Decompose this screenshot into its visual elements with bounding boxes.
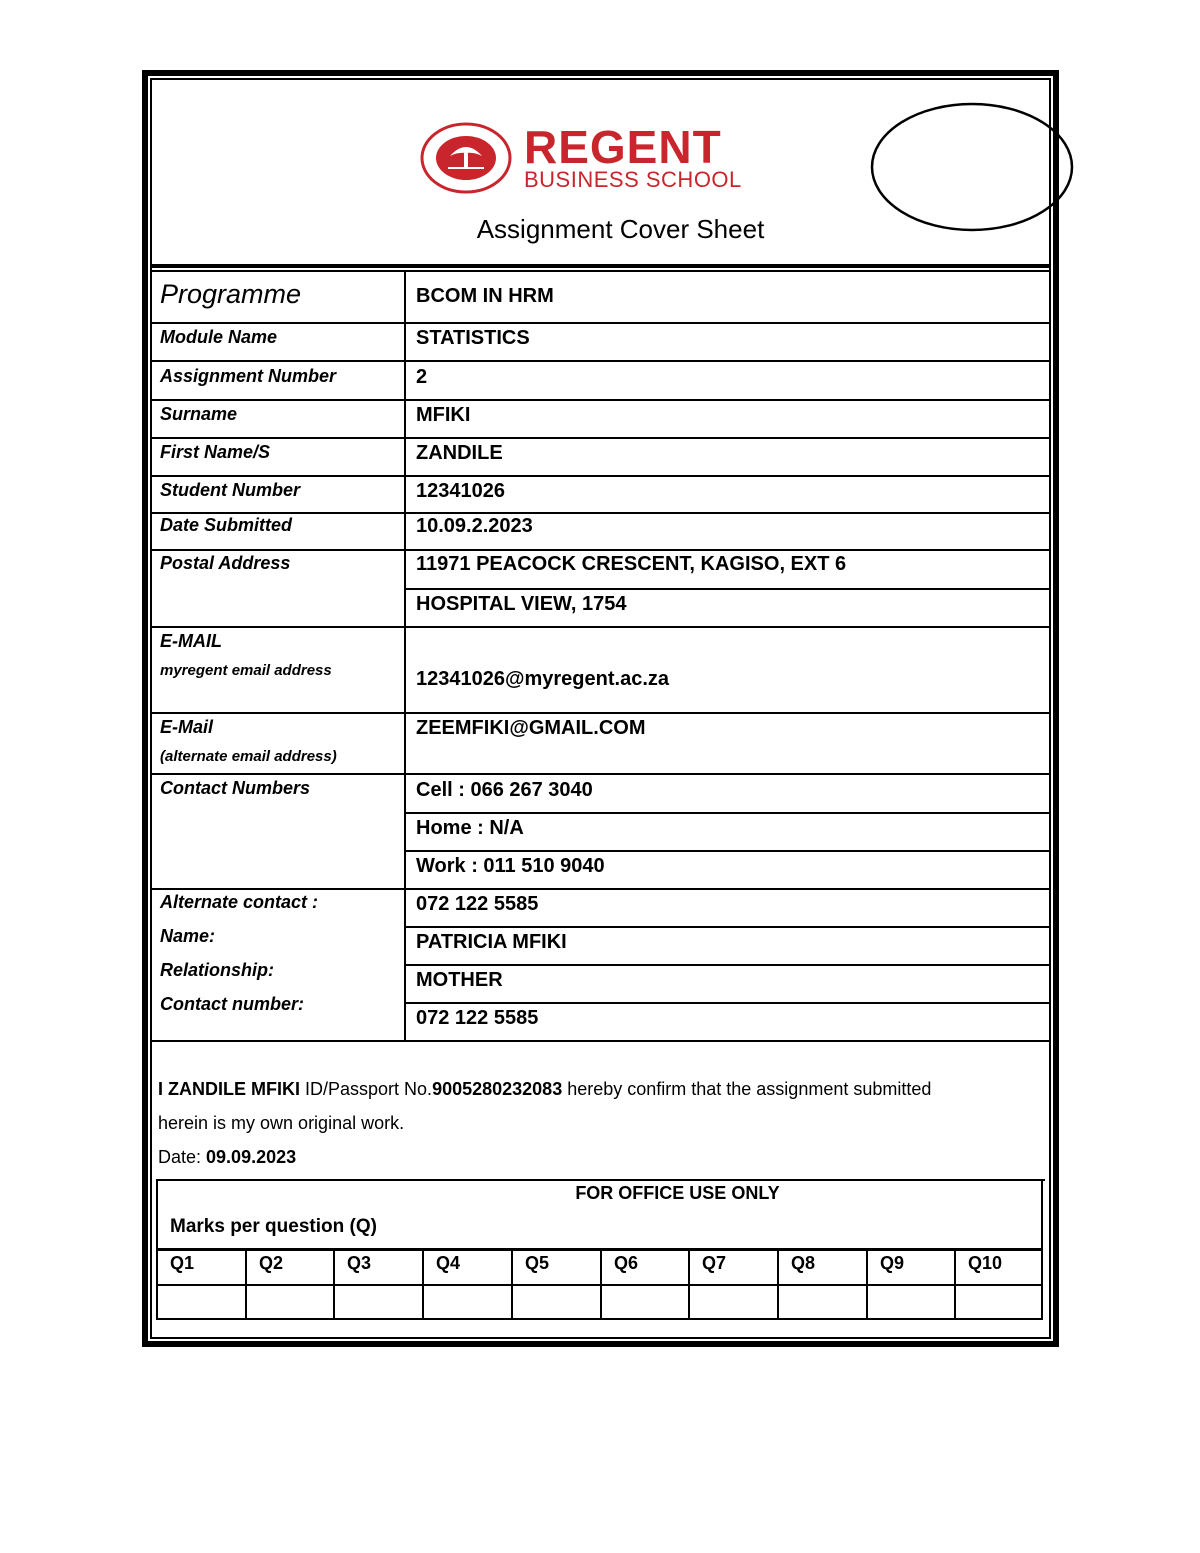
alt-name-value: PATRICIA MFIKI — [416, 931, 567, 953]
postal-address-line1: 11971 PEACOCK CRESCENT, KAGISO, EXT 6 — [416, 553, 847, 575]
row-divider — [404, 926, 1049, 928]
mark-cell-q4[interactable] — [424, 1286, 509, 1317]
declaration-id-number: 9005280232083 — [432, 1079, 563, 1099]
row-divider — [404, 964, 1049, 966]
postal-address-label: Postal Address — [160, 553, 291, 573]
row-divider — [404, 812, 1049, 814]
work-number-value: Work : 011 510 9040 — [416, 855, 605, 877]
header-divider — [150, 264, 1051, 268]
module-label: Module Name — [160, 327, 278, 347]
office-use-title: FOR OFFICE USE ONLY — [575, 1183, 780, 1203]
mark-cell-q3[interactable] — [335, 1286, 420, 1317]
question-header-q4: Q4 — [436, 1253, 461, 1273]
surname-label: Surname — [160, 404, 238, 424]
home-number-value: Home : N/A — [416, 817, 524, 839]
regent-logo — [420, 120, 780, 200]
mark-cell-q6[interactable] — [602, 1286, 687, 1317]
alt-contact-label: Alternate contact : — [160, 892, 319, 912]
stamp-oval — [870, 102, 1074, 232]
row-divider — [404, 588, 1049, 590]
mark-cell-q2[interactable] — [247, 1286, 332, 1317]
alt-name-label: Name: — [160, 926, 216, 946]
declaration-text1: hereby confirm that the assignment submitted — [562, 1079, 932, 1099]
question-header-q5: Q5 — [525, 1253, 550, 1273]
row-divider — [404, 850, 1049, 852]
mark-cell-q8[interactable] — [779, 1286, 864, 1317]
question-header-q7: Q7 — [702, 1253, 727, 1273]
row-divider — [152, 322, 1049, 324]
row-divider — [152, 626, 1049, 628]
assignment-number-label: Assignment Number — [160, 366, 337, 386]
module-value: STATISTICS — [416, 327, 530, 349]
question-header-q8: Q8 — [791, 1253, 816, 1273]
question-header-q9: Q9 — [880, 1253, 905, 1273]
question-header-q10: Q10 — [968, 1253, 1003, 1273]
header-divider-thin — [150, 270, 1051, 272]
alt-contact-number-label: Contact number: — [160, 994, 304, 1014]
student-number-label: Student Number — [160, 480, 301, 500]
email-sublabel: myregent email address — [160, 662, 332, 679]
alt-email-value: ZEEMFIKI@GMAIL.COM — [416, 717, 646, 739]
logo-subtitle: BUSINESS SCHOOL — [524, 167, 742, 192]
cell-number-value: Cell : 066 267 3040 — [416, 779, 593, 801]
declaration-date-value: 09.09.2023 — [206, 1147, 297, 1167]
declaration-name: I ZANDILE MFIKI — [158, 1079, 300, 1099]
programme-label: Programme — [160, 279, 302, 309]
date-submitted-label: Date Submitted — [160, 515, 293, 535]
alt-email-label: E-Mail — [160, 717, 214, 737]
alt-email-sublabel: (alternate email address) — [160, 748, 337, 765]
declaration-date-line — [158, 1146, 296, 1168]
student-number-value: 12341026 — [416, 480, 505, 502]
row-divider — [152, 549, 1049, 551]
question-header-q3: Q3 — [347, 1253, 372, 1273]
assignment-number-value: 2 — [416, 366, 428, 388]
row-divider — [152, 475, 1049, 477]
question-header-q6: Q6 — [614, 1253, 639, 1273]
alt-contact-value: 072 122 5585 — [416, 893, 539, 915]
mark-cell-q10[interactable] — [956, 1286, 1041, 1317]
marks-per-question-label: Marks per question (Q) — [170, 1216, 377, 1237]
question-header-q2: Q2 — [259, 1253, 284, 1273]
row-divider — [152, 360, 1049, 362]
mark-cell-q7[interactable] — [690, 1286, 775, 1317]
date-submitted-value: 10.09.2.2023 — [416, 515, 533, 537]
row-divider — [152, 1040, 1049, 1042]
declaration-line1 — [158, 1078, 931, 1100]
declaration-date-label: Date: — [158, 1147, 207, 1167]
mark-cell-q5[interactable] — [513, 1286, 598, 1317]
surname-value: MFIKI — [416, 404, 471, 426]
postal-address-line2: HOSPITAL VIEW, 1754 — [416, 593, 627, 615]
first-name-value: ZANDILE — [416, 442, 503, 464]
alt-relationship-value: MOTHER — [416, 969, 503, 991]
office-table-top — [156, 1179, 1045, 1181]
row-divider — [152, 437, 1049, 439]
row-divider — [404, 1002, 1049, 1004]
mark-cell-q9[interactable] — [868, 1286, 953, 1317]
row-divider — [152, 888, 1049, 890]
question-header-q1: Q1 — [170, 1253, 195, 1273]
programme-value: BCOM IN HRM — [416, 285, 554, 307]
row-divider — [152, 773, 1049, 775]
page-title: Assignment Cover Sheet — [476, 214, 765, 244]
declaration-id-label: ID/Passport No. — [305, 1079, 433, 1099]
declaration-text2: herein is my own original work. — [158, 1113, 405, 1133]
alt-relationship-label: Relationship: — [160, 960, 275, 980]
logo-wordmark: REGENT — [524, 121, 722, 173]
alt-number-value: 072 122 5585 — [416, 1007, 539, 1029]
row-divider — [152, 712, 1049, 714]
mark-cell-q1[interactable] — [158, 1286, 243, 1317]
row-divider — [152, 399, 1049, 401]
first-name-label: First Name/S — [160, 442, 271, 462]
email-label: E-MAIL — [160, 631, 222, 651]
contact-numbers-label: Contact Numbers — [160, 778, 311, 798]
regent-seal-icon — [420, 122, 516, 194]
email-value: 12341026@myregent.ac.za — [416, 668, 669, 690]
